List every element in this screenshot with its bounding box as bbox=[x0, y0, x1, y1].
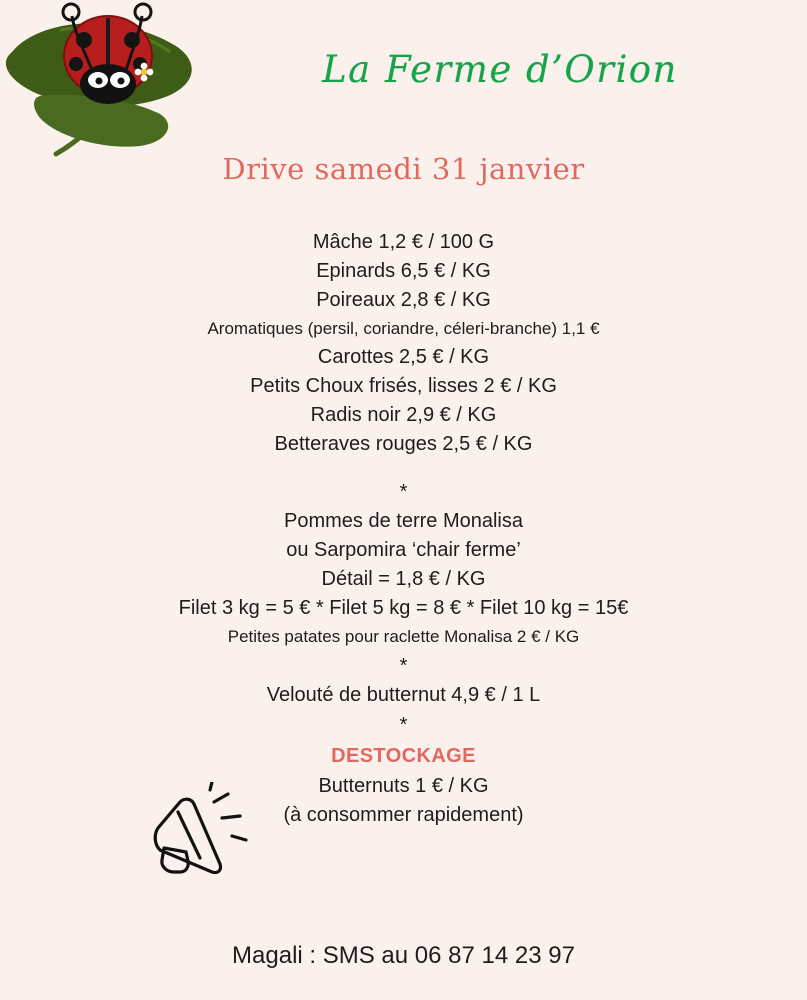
list-item: Détail = 1,8 € / KG bbox=[321, 568, 486, 590]
list-item: Mâche 1,2 € / 100 G bbox=[312, 231, 495, 253]
contact-info: Magali : SMS au 06 87 14 23 97 bbox=[232, 942, 575, 969]
separator-asterisk: * bbox=[399, 655, 408, 677]
megaphone-icon bbox=[148, 782, 258, 892]
drive-subtitle: Drive samedi 31 janvier bbox=[222, 152, 585, 186]
separator-asterisk: * bbox=[399, 714, 408, 736]
list-item: Velouté de butternut 4,9 € / 1 L bbox=[266, 684, 541, 706]
ladybug-on-leaf-icon bbox=[0, 0, 240, 170]
list-item: Radis noir 2,9 € / KG bbox=[310, 404, 497, 426]
list-item: ou Sarpomira ‘chair ferme’ bbox=[286, 539, 521, 561]
list-item: Epinards 6,5 € / KG bbox=[316, 260, 491, 282]
destockage-heading: DESTOCKAGE bbox=[331, 745, 476, 767]
list-item: Pommes de terre Monalisa bbox=[284, 510, 523, 532]
list-item: Carottes 2,5 € / KG bbox=[317, 346, 490, 368]
list-item: Butternuts 1 € / KG bbox=[318, 775, 489, 797]
list-item: Petits Choux frisés, lisses 2 € / KG bbox=[250, 375, 557, 397]
spacer bbox=[0, 459, 807, 477]
list-item: Betteraves rouges 2,5 € / KG bbox=[274, 433, 533, 455]
list-item: Poireaux 2,8 € / KG bbox=[316, 289, 491, 311]
list-item: Petites patates pour raclette Monalisa 2 € / KG bbox=[227, 627, 580, 646]
list-item: (à consommer rapidement) bbox=[283, 804, 524, 826]
page-title: La Ferme d’Orion bbox=[322, 48, 678, 91]
product-list bbox=[0, 228, 807, 830]
list-item: Filet 3 kg = 5 € * Filet 5 kg = 8 € * Filet 10 kg = 15€ bbox=[178, 597, 629, 619]
list-item: Aromatiques (persil, coriandre, céleri-branche) 1,1 € bbox=[207, 319, 600, 338]
separator-asterisk: * bbox=[399, 481, 408, 503]
